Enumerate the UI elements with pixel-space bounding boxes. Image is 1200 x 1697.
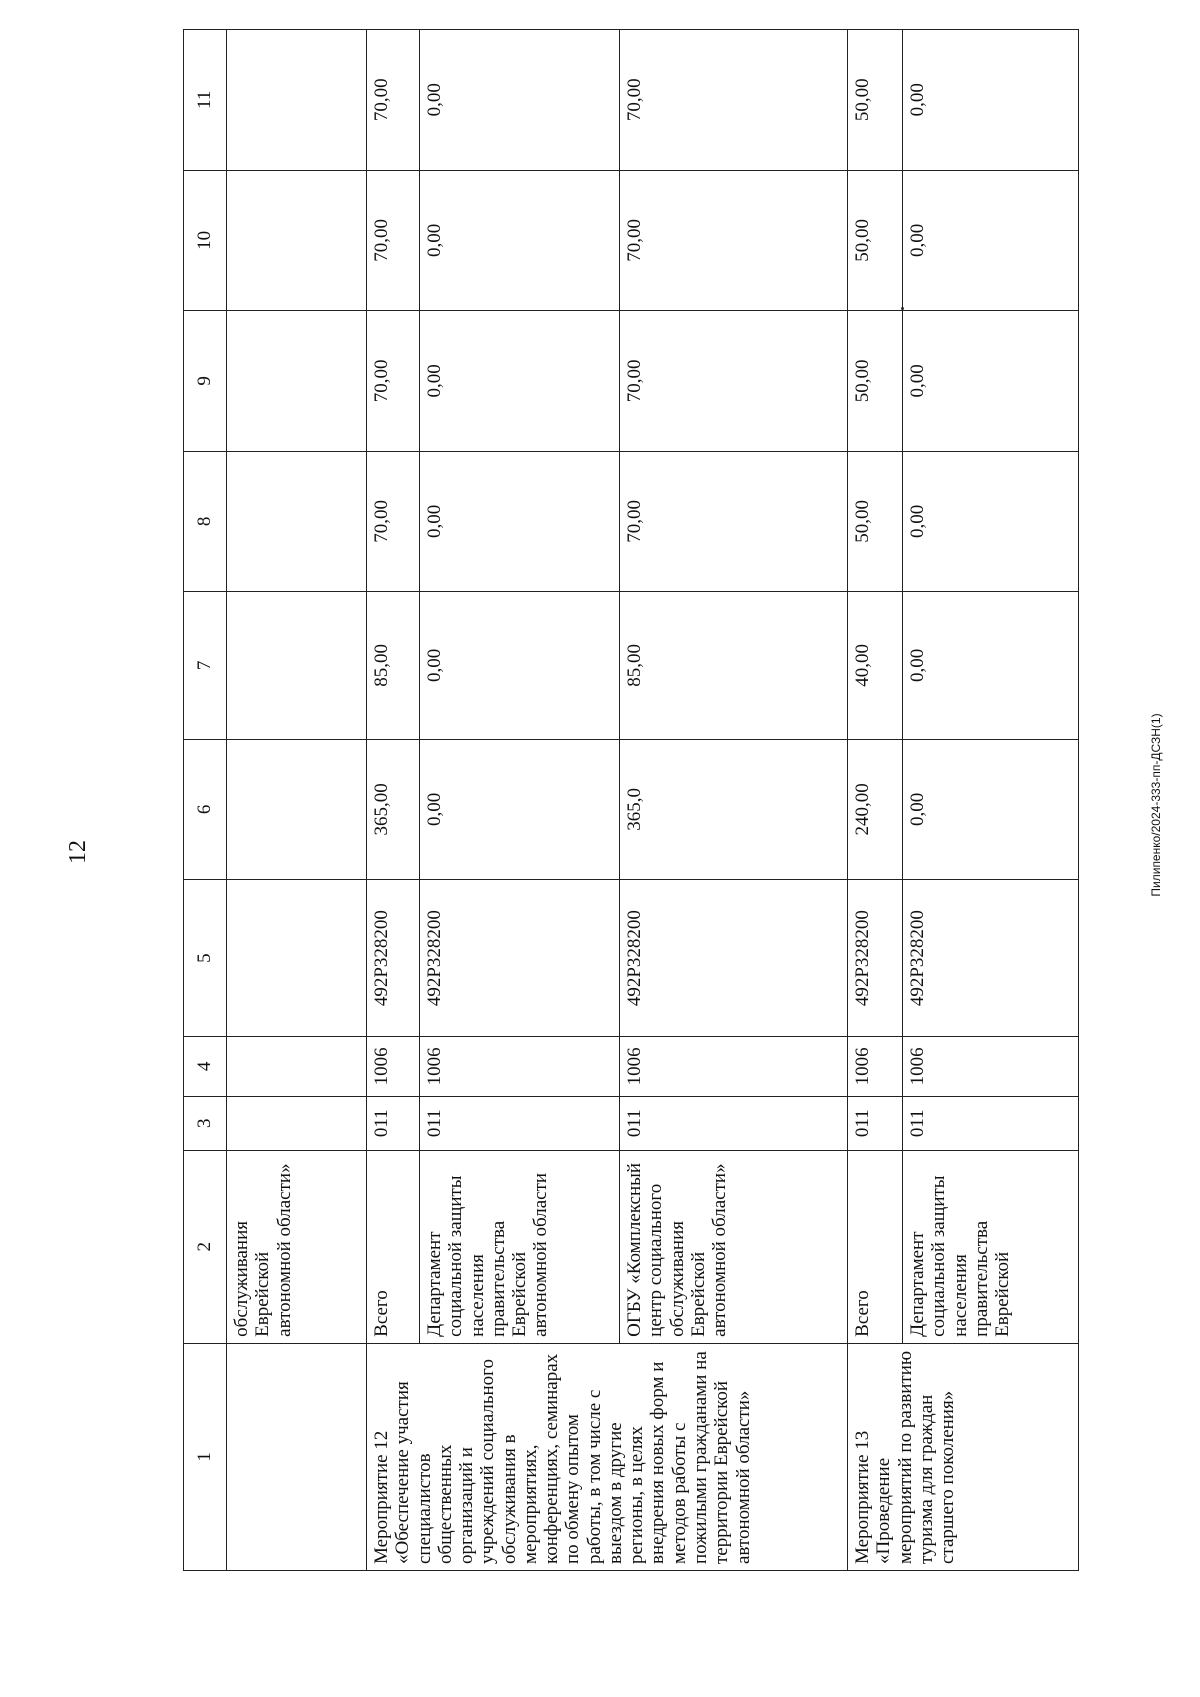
table-header-row [184,30,227,1571]
table-cell: 0,00 [903,311,1079,452]
table-cell: Мероприятие 12 «Обеспечение участия специалистов общественных организаций и учреждений социального обслуживания в мероприятиях, конференциях, семинарах по обмену опытом работы, в том числе с выездом в другие регионы, в целях внедрения новых форм и методов работы с пожилыми гражданами на территории Еврейской автономной области» [367,1343,848,1570]
header-cell: 9 [184,311,227,452]
table-cell: 492Р328200 [620,880,848,1037]
table-cell: 365,0 [620,739,848,880]
table-cell: 011 [903,1096,1079,1150]
table-cell: 70,00 [367,451,420,592]
table-cell: 1006 [848,1037,903,1097]
table-cell: 70,00 [620,311,848,452]
table-cell: 492Р328200 [848,880,903,1037]
table-cell [227,30,367,171]
header-cell: 6 [184,739,227,880]
table-row [903,30,1079,1571]
table-cell: Всего [367,1150,420,1343]
table-cell: 70,00 [367,311,420,452]
footer-document-code: Пилипенко/2024-333-пп-ДСЗН(1) [1149,713,1163,897]
table-cell: обслуживания Еврейской автономной области» [227,1150,367,1343]
table-cell: 0,00 [903,30,1079,171]
table-cell: 85,00 [620,592,848,740]
table-cell: 50,00 [848,451,903,592]
table-cell [227,592,367,740]
table-row [420,30,620,1571]
table-cell: 240,00 [848,739,903,880]
table-cell: 0,00 [903,592,1079,740]
table-row [367,30,420,1571]
table-cell: 0,00 [420,170,620,311]
table-cell: 492Р328200 [420,880,620,1037]
table-cell: 0,00 [903,451,1079,592]
table-row [620,30,848,1571]
table-cell: 365,00 [367,739,420,880]
table-cell: Мероприятие 13 «Проведение мероприятий по развитию туризма для граждан старшего поколения» [848,1343,1079,1570]
table-cell: 1006 [620,1037,848,1097]
header-cell: 10 [184,170,227,311]
table-cell [227,880,367,1037]
table-row [227,30,367,1571]
header-cell: 1 [184,1343,227,1570]
header-cell: 7 [184,592,227,740]
table-cell [227,1343,367,1570]
table-cell: 1006 [903,1037,1079,1097]
table-cell: 0,00 [420,30,620,171]
table-cell: 0,00 [420,592,620,740]
table-cell [227,1037,367,1097]
table-cell: 50,00 [848,311,903,452]
header-cell: 8 [184,451,227,592]
table-cell: 0,00 [903,170,1079,311]
budget-table [183,29,1079,1571]
page-number: 12 [65,840,91,864]
table-cell: 70,00 [367,30,420,171]
table-cell: 1006 [420,1037,620,1097]
table-cell: 70,00 [367,170,420,311]
table-row [848,30,903,1571]
table-cell: 011 [367,1096,420,1150]
table-cell: 0,00 [420,739,620,880]
header-cell: 5 [184,880,227,1037]
table-cell: 50,00 [848,170,903,311]
table-cell: Всего [848,1150,903,1343]
header-cell: 3 [184,1096,227,1150]
table-cell: 0,00 [903,739,1079,880]
table-cell: ОГБУ «Комплексный центр социального обслуживания Еврейской автономной области» [620,1150,848,1343]
table-cell: 70,00 [620,170,848,311]
table-cell: 1006 [367,1037,420,1097]
table-cell: 492Р328200 [367,880,420,1037]
header-cell: 2 [184,1150,227,1343]
table-cell: 011 [848,1096,903,1150]
table-cell: Департамент социальной защиты населения правительства Еврейской [903,1150,1079,1343]
table-cell [227,311,367,452]
table-cell: Департамент социальной защиты населения правительства Еврейской автономной области [420,1150,620,1343]
table-cell: 0,00 [420,311,620,452]
table-cell: 50,00 [848,30,903,171]
header-cell: 4 [184,1037,227,1097]
table-cell: 011 [420,1096,620,1150]
table-cell: 492Р328200 [903,880,1079,1037]
table-cell: 70,00 [620,30,848,171]
table-cell [227,1096,367,1150]
table-cell: 70,00 [620,451,848,592]
table-cell: 011 [620,1096,848,1150]
table-cell [227,170,367,311]
table-cell [227,451,367,592]
table-cell: 85,00 [367,592,420,740]
table-cell: 40,00 [848,592,903,740]
table-cell: 0,00 [420,451,620,592]
rotated-table-container [183,29,1078,1571]
header-cell: 11 [184,30,227,171]
table-cell [227,739,367,880]
